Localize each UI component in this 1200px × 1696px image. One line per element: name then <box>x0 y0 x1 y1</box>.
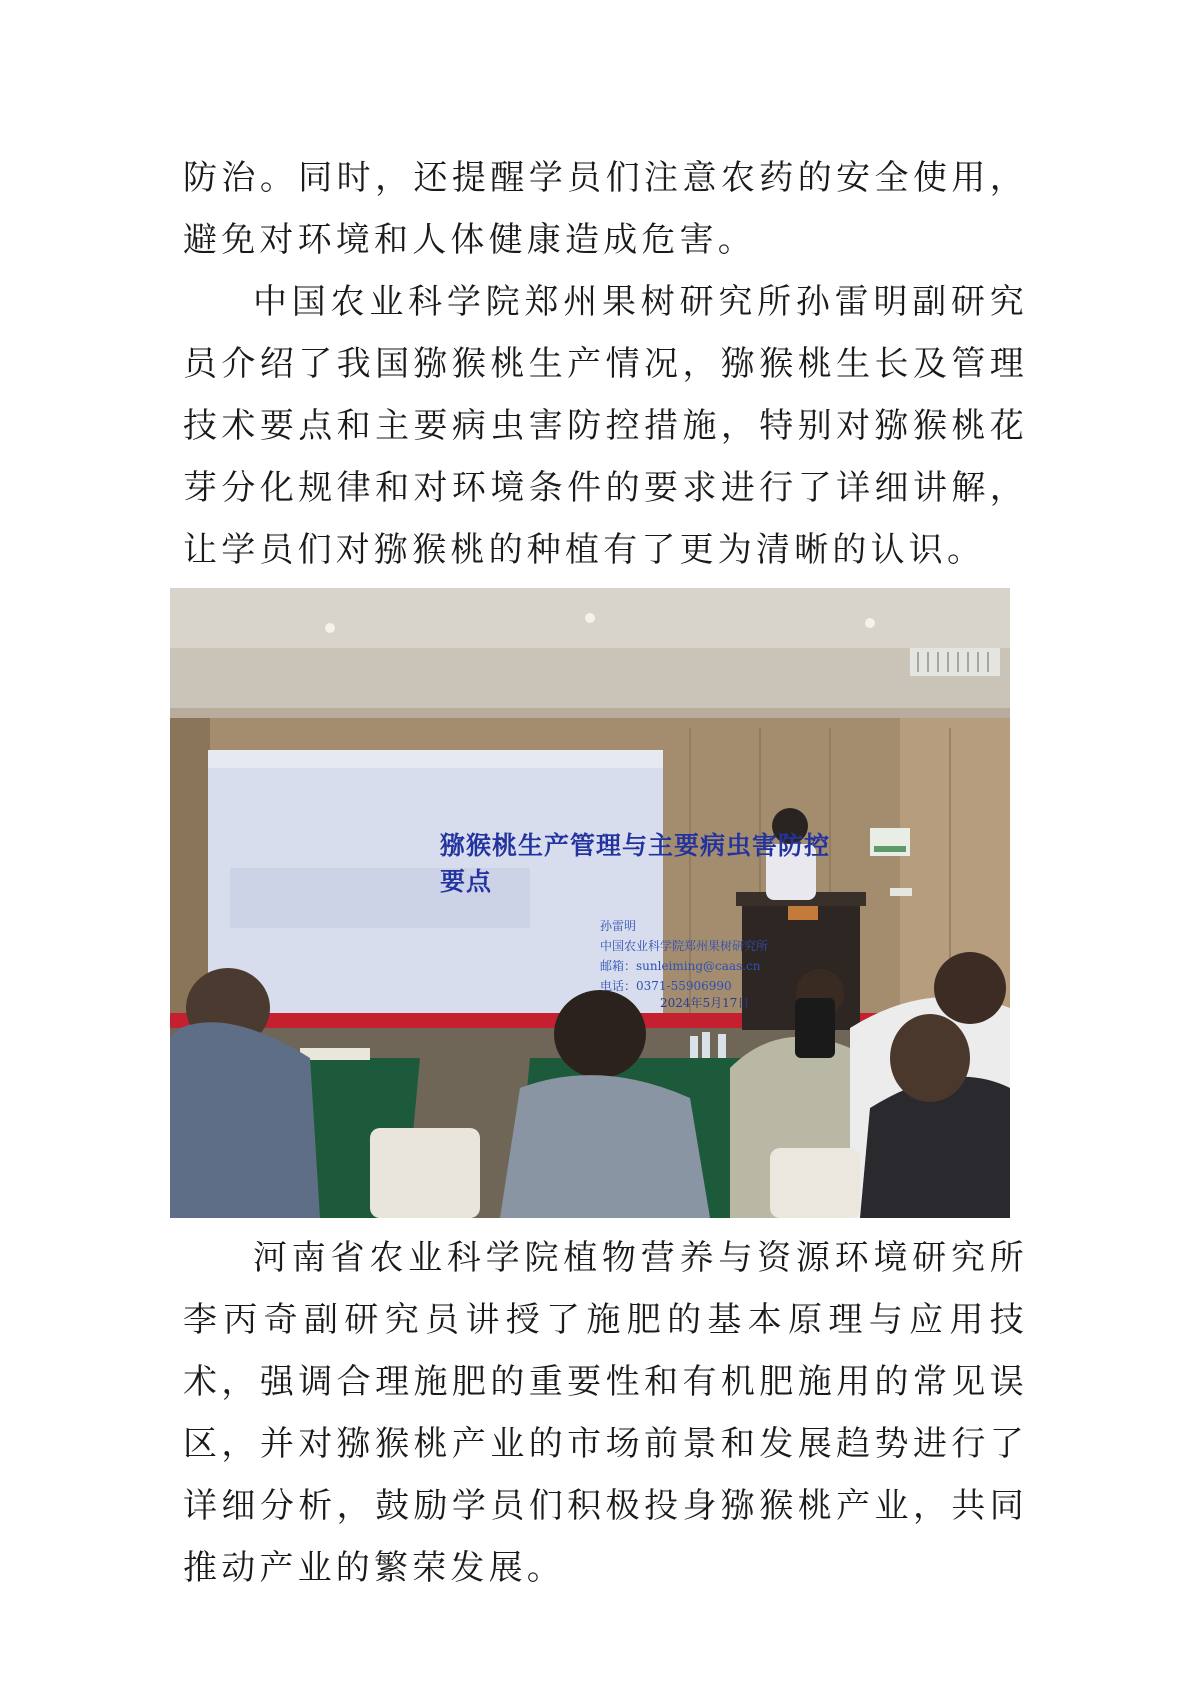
slide-date: 2024年5月17日 <box>660 996 750 1010</box>
slide-email: 邮箱：sunleiming@caas.cn <box>600 959 761 973</box>
lecture-photo-scene <box>170 588 1010 1218</box>
slide-institute: 中国农业科学院郑州果树研究所 <box>600 939 769 953</box>
paragraph-2: 中国农业科学院郑州果树研究所孙雷明副研究员介绍了我国猕猴桃生产情况，猕猴桃生长及管理技术要点和主要病虫害防控措施，特别对猕猴桃花芽分化规律和对环境条件的要求进行了详细讲解，让学员们对猕猴桃的种植有了更为清晰的认识。 <box>183 282 1028 570</box>
slide-title: 猕猴桃生产管理与主要病虫害防控要点 <box>440 831 831 896</box>
paragraph-1: 防治。同时，还提醒学员们注意农药的安全使用，避免对环境和人体健康造成危害。 <box>183 158 1028 260</box>
paragraph-3: 河南省农业科学院植物营养与资源环境研究所李丙奇副研究员讲授了施肥的基本原理与应用技术，强调合理施肥的重要性和有机肥施用的常见误区，并对猕猴桃产业的市场前景和发展趋势进行了详细分析，鼓励学员们积极投身猕猴桃产业，共同推动产业的繁荣发展。 <box>183 1238 1028 1588</box>
slide-author: 孙雷明 <box>600 919 637 933</box>
lecture-photo <box>170 588 1010 1218</box>
slide-info <box>600 916 768 996</box>
slide-phone: 电话：0371-55906990 <box>600 979 732 993</box>
